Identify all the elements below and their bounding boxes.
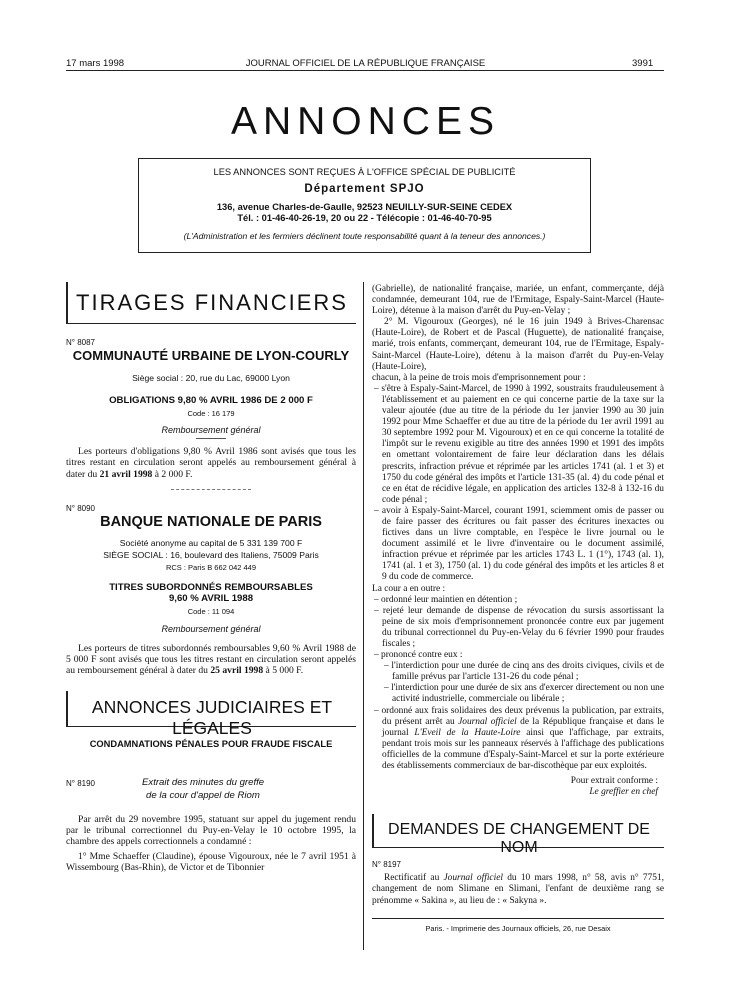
section-title: ANNONCES JUDICIAIRES ET LÉGALES: [91, 696, 333, 738]
ruling-subitem: – l'interdiction pour une durée de six ans d'exercer directement ou non une activité industrielle, commerciale ou libérale ;: [384, 683, 664, 705]
company-rcs: RCS : Paris B 662 042 449: [165, 562, 257, 572]
obligation-title: OBLIGATIONS 9,80 % AVRIL 1986 DE 2 000 F: [109, 395, 313, 406]
judgment-paragraph: (Gabrielle), de nationalité française, mariée, un enfant, commerçante, déjà condamnée, demeurant 104, rue de l'Ermitage, Espaly-Saint-Marcel (Haute-Loire), détenue à la maison d'arrêt du Puy-en-Velay ;: [372, 284, 664, 317]
charge-item: – avoir à Espaly-Saint-Marcel, courant 1991, sciemment omis de passer ou de faire passer des écritures ou fait passer des écritures inexactes ou fictives dans un livre comptable, en l'espèce le livre journal ou le document assimilé et le livre d'inventaire ou le document assimilé, infraction prévue et réprimée par les articles 1743 L. 1 (1°), 1743 (al. 1), 1741 (al. 1 et 3), 1750 (al. 1) du code général des impôts et les articles 8 et 9 du code de commerce.: [374, 505, 664, 583]
judgment-paragraph: La cour a en outre :: [372, 583, 446, 594]
column-divider: [363, 282, 364, 950]
subsection-title: CONDAMNATIONS PÉNALES POUR FRAUDE FISCALE: [89, 738, 333, 749]
remboursement-label: Remboursement général: [161, 623, 261, 634]
titres-rate: 9,60 % AVRIL 1988: [168, 592, 254, 604]
remboursement-label: Remboursement général: [161, 425, 261, 435]
titres-title: TITRES SUBORDONNÉS REMBOURSABLES: [109, 581, 313, 593]
body-text-end: du 10 mars 1998, n° 58, avis n° 7751, changement de nom Slimane en Slimani, l'enfant de deuxième rang se prénomme « Sakina », au lieu de : « Sakyna ».: [372, 873, 665, 906]
signature-name: Le greffier en chef: [589, 787, 658, 798]
body-text-end: à 5 000 F.: [263, 665, 304, 677]
ruling-item: – prononcé contre eux :: [374, 650, 463, 661]
info-address: 136, avenue Charles-de-Gaulle, 92523 NEUILLY-SUR-SEINE CEDEX: [216, 202, 513, 212]
body-journal: Journal officiel: [443, 873, 503, 884]
ruling-item: – ordonné leur maintien en détention ;: [374, 594, 518, 605]
judgment-paragraph: 1° Mme Schaeffer (Claudine), épouse Vigouroux, née le 7 avril 1951 à Wissembourg (Bas-Rhin), de Victor et de Tibonnier: [66, 850, 356, 873]
info-line: LES ANNONCES SONT REÇUES À L'OFFICE SPÉCIAL DE PUBLICITÉ: [213, 167, 516, 177]
separator: [171, 489, 251, 490]
code-value: Code : 11 094: [187, 606, 235, 616]
ruling-text: de la République française et dans le journal: [382, 716, 664, 738]
notice-number: N° 8087: [66, 338, 95, 347]
notice-body: [372, 873, 664, 906]
footer-rule: [372, 918, 664, 919]
section-changement-de-nom: [372, 814, 664, 857]
extract-header: [66, 777, 356, 803]
right-column: [372, 284, 664, 933]
body-text: Les porteurs de titres subordonnés remboursables 9,60 % Avril 1988 de 5 000 F sont avisés que tous les titres restant en circulation seront appelés au remboursement général à dater du: [66, 642, 356, 677]
ruling-item: – rejeté leur demande de dispense de révocation du sursis assortissant la peine de six mois d'emprisonnement prononcée contre eux par jugement du tribunal correctionnel du Puy-en-Velay du 6 février 1990 pour fraudes fiscales ;: [374, 605, 664, 649]
section-annonces-judiciaires: [66, 691, 356, 738]
body-date: 21 avril 1998: [99, 468, 153, 480]
ruling-text: ainsi que l'affichage, par extraits, pendant trois mois sur les panneaux réservés à l'affichage des publications officielles de la commune d'Espaly-Saint-Marcel et sur la porte extérieure des établissements commerciaux de bar-discothèque par eux exploités.: [382, 727, 664, 772]
info-phones: Tél. : 01-46-40-26-19, 20 ou 22 - Télécopie : 01-46-40-70-95: [237, 213, 492, 223]
divider: [196, 438, 226, 439]
body-text: Les porteurs d'obligations 9,80 % Avril 1986 sont avisés que tous les titres restant en circulation seront appelés au remboursement général à dater du: [66, 446, 356, 480]
footer-imprint: Paris. - Imprimerie des Journaux officiels, 26, rue Desaix: [425, 923, 611, 933]
company-capital: Société anonyme au capital de 5 331 139 700 F: [119, 537, 303, 548]
ruling-subitem: – l'interdiction pour une durée de cinq ans des droits civiques, civils et de famille prévus par l'article 131-26 du code pénal ;: [384, 661, 664, 683]
body-text: Rectificatif au: [384, 873, 444, 884]
company-siege: Siège social : 20, rue du Lac, 69000 Lyon: [132, 373, 290, 383]
section-title: DEMANDES DE CHANGEMENT DE NOM: [388, 821, 650, 857]
info-disclaimer: (L'Administration et les fermiers déclinent toute responsabilité quant à la teneur des annonces.): [183, 231, 546, 241]
notice-number: N° 8190: [66, 778, 95, 788]
extract-court: de la cour d'appel de Riom: [146, 789, 260, 801]
ruling-text: – ordonné aux frais solidaires des deux prévenus la publication, par extraits, du présent arrêt au: [374, 705, 664, 727]
ruling-newspaper: L'Eveil de la Haute-Loire: [414, 727, 521, 738]
ruling-journal: Journal officiel: [458, 716, 517, 727]
header-date: 17 mars 1998: [66, 58, 125, 69]
ruling-item: [372, 706, 664, 773]
extract-line: Extrait des minutes du greffe: [142, 776, 265, 788]
notice-body: [66, 446, 356, 480]
info-box: [138, 158, 591, 253]
left-column: [66, 282, 356, 873]
judgment-paragraph: Par arrêt du 29 novembre 1995, statuant sur appel du jugement rendu par le tribunal correctionnel du Puy-en-Velay le 10 octobre 1995, la chambre des appels correctionnels a condamné :: [66, 813, 356, 848]
notice-number: N° 8090: [66, 503, 95, 513]
section-tirages-financiers: [66, 282, 356, 324]
notice-body: [66, 643, 356, 677]
company-siege: SIÈGE SOCIAL : 16, boulevard des Italiens, 75009 Paris: [103, 549, 319, 560]
judgment-paragraph: 2° M. Vigouroux (Georges), né le 16 juin 1949 à Brives-Charensac (Haute-Loire), de Robert et de Pascal (Huguette), de nationalité française, marié, trois enfants, commerçant, demeurant 104, rue de l'Ermitage, Espaly-Saint-Marcel (Haute-Loire), détenu à la maison d'arrêt du Puy-en-Velay (Haute-Loire),: [372, 317, 664, 372]
company-name: COMMUNAUTÉ URBAINE DE LYON-COURLY: [72, 348, 350, 363]
body-text-end: à 2 000 F.: [152, 468, 193, 480]
company-name: BANQUE NATIONALE DE PARIS: [100, 513, 322, 530]
notice-number: N° 8197: [372, 860, 401, 870]
header-page-number: 3991: [632, 58, 654, 69]
header-journal: JOURNAL OFFICIEL DE LA RÉPUBLIQUE FRANÇAISE: [245, 58, 486, 69]
info-department: Département SPJO: [304, 183, 425, 195]
charge-item: – s'être à Espaly-Saint-Marcel, de 1990 à 1992, soustraits frauduleusement à l'établissement et au paiement en ce qui concerne partie de la taxe sur la valeur ajoutée (due au titre de la période du 1er janvier 1990 au 30 juin 1992 pour Mme Schaeffer et due au titre de la période du 1er avril 1991 au 30 septembre 1992 pour M. Vigouroux) et en ce qui concerne la totalité de l'impôt sur le revenu exigible au titre des années 1990 et 1991 des impôts en omettant volontairement de faire leur déclaration dans les délais prescrits, infraction prévue et réprimée par les articles 1741 (al. 1 et 3) et 1750 du code général des impôts et l'article 131-35 (al. 4) du code pénal et ce en état de récidive légale, en application des articles 132-8 à 132-16 du code pénal ;: [374, 383, 664, 505]
body-date: 25 avril 1998: [210, 665, 264, 677]
code-value: Code : 16 179: [187, 409, 235, 418]
signature-line: Pour extrait conforme :: [570, 776, 658, 787]
header-rule: [66, 70, 664, 71]
page-title: ANNONCES: [230, 100, 501, 143]
section-title: TIRAGES FINANCIERS: [76, 290, 348, 315]
judgment-paragraph: chacun, à la peine de trois mois d'emprisonnement pour :: [372, 372, 586, 383]
